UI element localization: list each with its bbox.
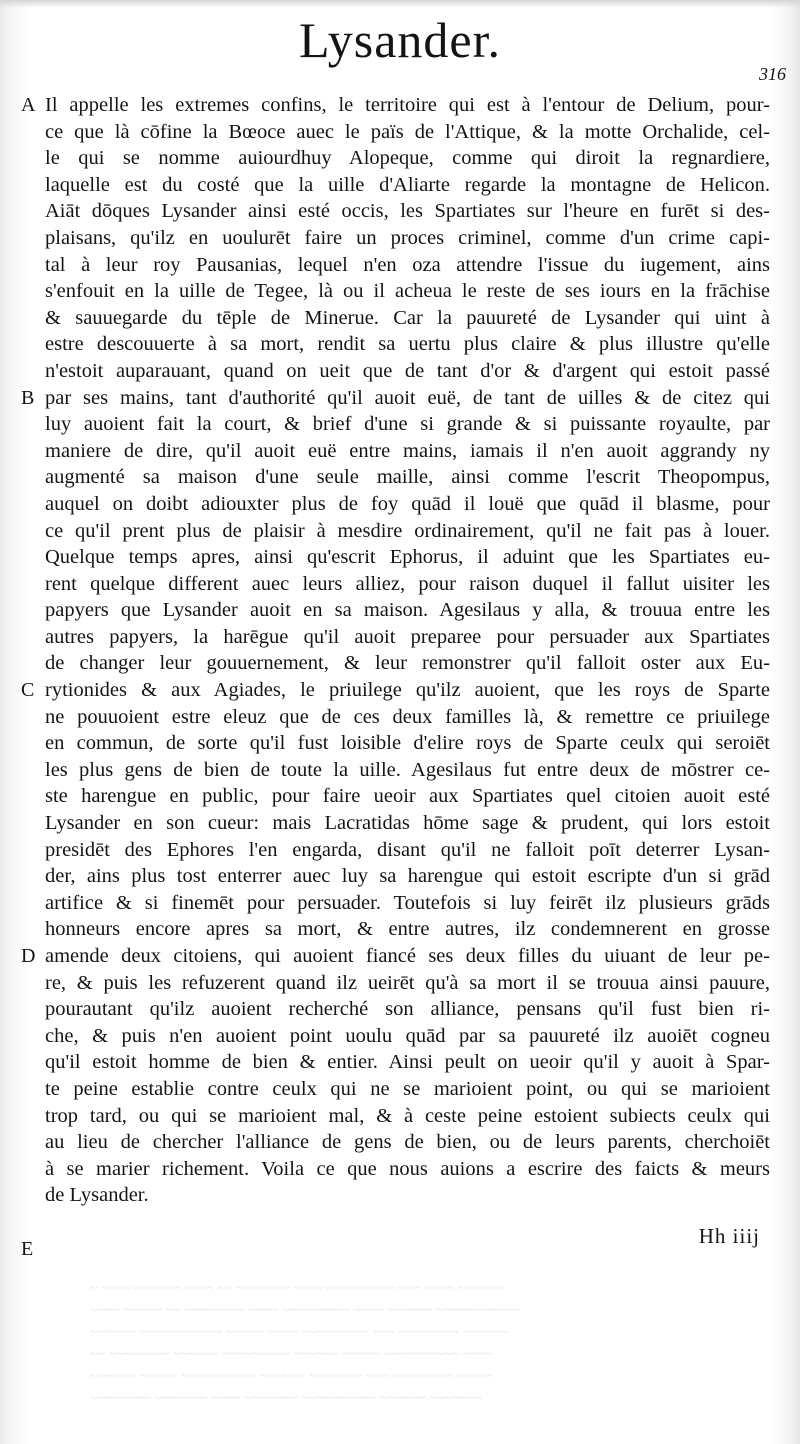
- text-line: auquel on doibt adiouxter plus de foy quād il louë que quād il blasme, pour: [45, 492, 770, 515]
- text-block: [45, 92, 770, 1209]
- text-line: par ses mains, tant d'authorité qu'il auoit euë, de tant de uilles & de citez qui: [45, 386, 770, 409]
- marginal-letter: D: [21, 945, 36, 968]
- text-line: luy auoient fait la court, & brief d'une si grande & si puissante royaulte, par: [45, 413, 770, 436]
- text-line: amende deux citoiens, qui auoient fiancé ses deux filles du uiuant de leur pe-: [45, 945, 770, 967]
- text-line: der, ains plus tost enterrer auec luy sa harengue qui estoit escripte d'un si grād: [45, 865, 770, 888]
- running-title: Lysander.: [298, 12, 502, 68]
- text-line: & sauuegarde du tēple de Minerue. Car la pauureté de Lysander qui uint à: [45, 306, 770, 329]
- signature-mark: Hh iiij: [698, 1224, 760, 1248]
- text-line: le qui se nomme auiourdhuy Alopeque, comme qui diroit la regnardiere,: [45, 147, 770, 170]
- text-line: maniere de dire, qu'il auoit euë entre mains, iamais il n'en auoit aggrandy ny: [45, 439, 770, 462]
- text-line: presidēt des Ephores l'en engarda, disant qu'il ne falloit poīt deterrer Lysan-: [45, 838, 770, 861]
- text-line: ste harengue en public, pour faire ueoir aux Spartiates quel citoien auoit esté: [45, 785, 770, 808]
- text-line: te peine establie contre ceulx qui ne se marioient point, ou qui se marioient: [45, 1077, 770, 1100]
- text-line: rent quelque different auec leurs alliez, pour raison duquel il fallut uisiter les: [45, 572, 770, 595]
- text-line: Lysander en son cueur: mais Lacratidas hōme sage & prudent, qui lors estoit: [45, 812, 770, 835]
- text-line: trop tard, ou qui se marioient mal, & à ceste peine estoient subiects ceulx qui: [45, 1104, 770, 1127]
- show-through-text: ~ ~~~~ ~~~~~~ ~~~~ ~~ ~~~~~~~ ~~~~ ~~~~~~~~~ ~~~ ~~~~ ~~~~~~ ~~~~ ~~~~~ ~~ ~~~~~~~~ ~~~~ ~~~~~~~~~ ~~~~ ~~~~~~ ~~~~~~~~~~~ ~~~~~~ ~~~~~~~~~~~ ~~~~~ ~~~~ ~~~~~~~~~ ~~~ ~~~~~~~~ ~~~~~~ ~~ ~~~~~~~~ ~~~~~~ ~~~~~~~~~ ~~~~~~ ~~~~~ ~~~~~~~~~~ ~~~~ ~~~~~~ ~~~~~ ~~~~~~~~~~ ~~~~~~ ~~~~~~~ ~~~ ~~~~~~~~ ~~~~~ ~~~~~~~~ ~~~~~~~ ~~~~ ~~~~~~~ ~~~~~~~~~~ ~~~~~~ ~~~~~~~: [90, 1281, 520, 1406]
- text-line: augmenté sa maison d'une seule maille, ainsi comme l'escrit Theopompus,: [45, 466, 770, 489]
- text-line: che, & puis n'en auoient point uoulu quād par sa pauureté ilz auoiēt cogneu: [45, 1024, 770, 1047]
- marginal-letter: E: [21, 1237, 34, 1260]
- text-line: en commun, de sorte qu'il fust loisible d'elire roys de Sparte ceulx qui seroiēt: [45, 732, 770, 755]
- text-line: honneurs encore apres sa mort, & entre autres, ilz condemnerent en grosse: [45, 918, 770, 941]
- text-line: laquelle est du costé que la uille d'Aliarte regarde la montagne de Helicon.: [45, 173, 770, 196]
- text-line: autres papyers, la harēgue qu'il auoit preparee pour persuader aux Spartiates: [45, 625, 770, 648]
- page-top-edge: [0, 0, 800, 8]
- text-line: pourautant qu'ilz auoient recherché son alliance, pensans qu'il fust bien ri-: [45, 998, 770, 1021]
- text-line: au lieu de chercher l'alliance de gens de bien, ou de leurs parents, cherchoiēt: [45, 1131, 770, 1154]
- text-line: ce que là cōfine la Bœoce auec le païs de l'Attique, & la motte Orchalide, cel-: [45, 120, 770, 143]
- text-line: Il appelle les extremes confins, le territoire qui est à l'entour de Delium, pour-: [45, 94, 770, 116]
- text-line: rytionides & aux Agiades, le priuilege qu'ilz auoient, que les roys de Sparte: [45, 679, 770, 702]
- text-line: à se marier richement. Voila ce que nous auions a escrire des faicts & meurs: [45, 1157, 770, 1180]
- text-line: ne pouuoient estre eleuz que de ces deux familles là, & remettre ce priuilege: [45, 705, 770, 728]
- text-line: de Lysander.: [45, 1184, 149, 1207]
- text-line: tal à leur roy Pausanias, lequel n'en oza attendre l'issue du iugement, ains: [45, 253, 770, 276]
- text-line: s'enfouit en la uille de Tegee, là ou il acheua le reste de ses iours en la frāchise: [45, 280, 770, 303]
- text-line: estre descouuerte à sa mort, rendit sa uertu plus claire & plus illustre qu'elle: [45, 333, 770, 356]
- text-line: artifice & si finemēt pour persuader. Toutefois si luy feirēt ilz plusieurs grāds: [45, 891, 770, 914]
- folio-number: 316: [759, 64, 786, 84]
- text-line: les plus gens de bien de toute la uille. Agesilaus fut entre deux de mōstrer ce-: [45, 758, 770, 781]
- text-line: ce qu'il prent plus de plaisir à mesdire ordinairement, qu'il ne fait pas à louer.: [45, 519, 770, 542]
- text-line: n'estoit auparauant, quand on ueit que de tant d'or & d'argent qui estoit passé: [45, 359, 770, 382]
- marginal-letter: B: [21, 386, 35, 409]
- marginal-letter: A: [21, 94, 36, 116]
- text-line: qu'il estoit homme de bien & entier. Ainsi peult on ueoir qu'il y auoit à Spar-: [45, 1051, 770, 1074]
- text-line: plaisans, qu'ilz en uoulurēt faire un proces criminel, comme d'un crime capi-: [45, 226, 770, 249]
- text-line: Aiāt dōques Lysander ainsi esté occis, les Spartiates sur l'heure en furēt si des-: [45, 200, 770, 223]
- text-line: re, & puis les refuzerent quand ilz ueirēt qu'à sa mort il se trouua ainsi pauure,: [45, 971, 770, 994]
- text-line: papyers que Lysander auoit en sa maison. Agesilaus y alla, & trouua entre les: [45, 599, 770, 622]
- marginal-letter: C: [21, 679, 35, 702]
- text-line: de changer leur gouuernement, & leur remonstrer qu'il falloit oster aux Eu-: [45, 652, 770, 675]
- text-line: Quelque temps apres, ainsi qu'escrit Ephorus, il aduint que les Spartiates eu-: [45, 546, 770, 569]
